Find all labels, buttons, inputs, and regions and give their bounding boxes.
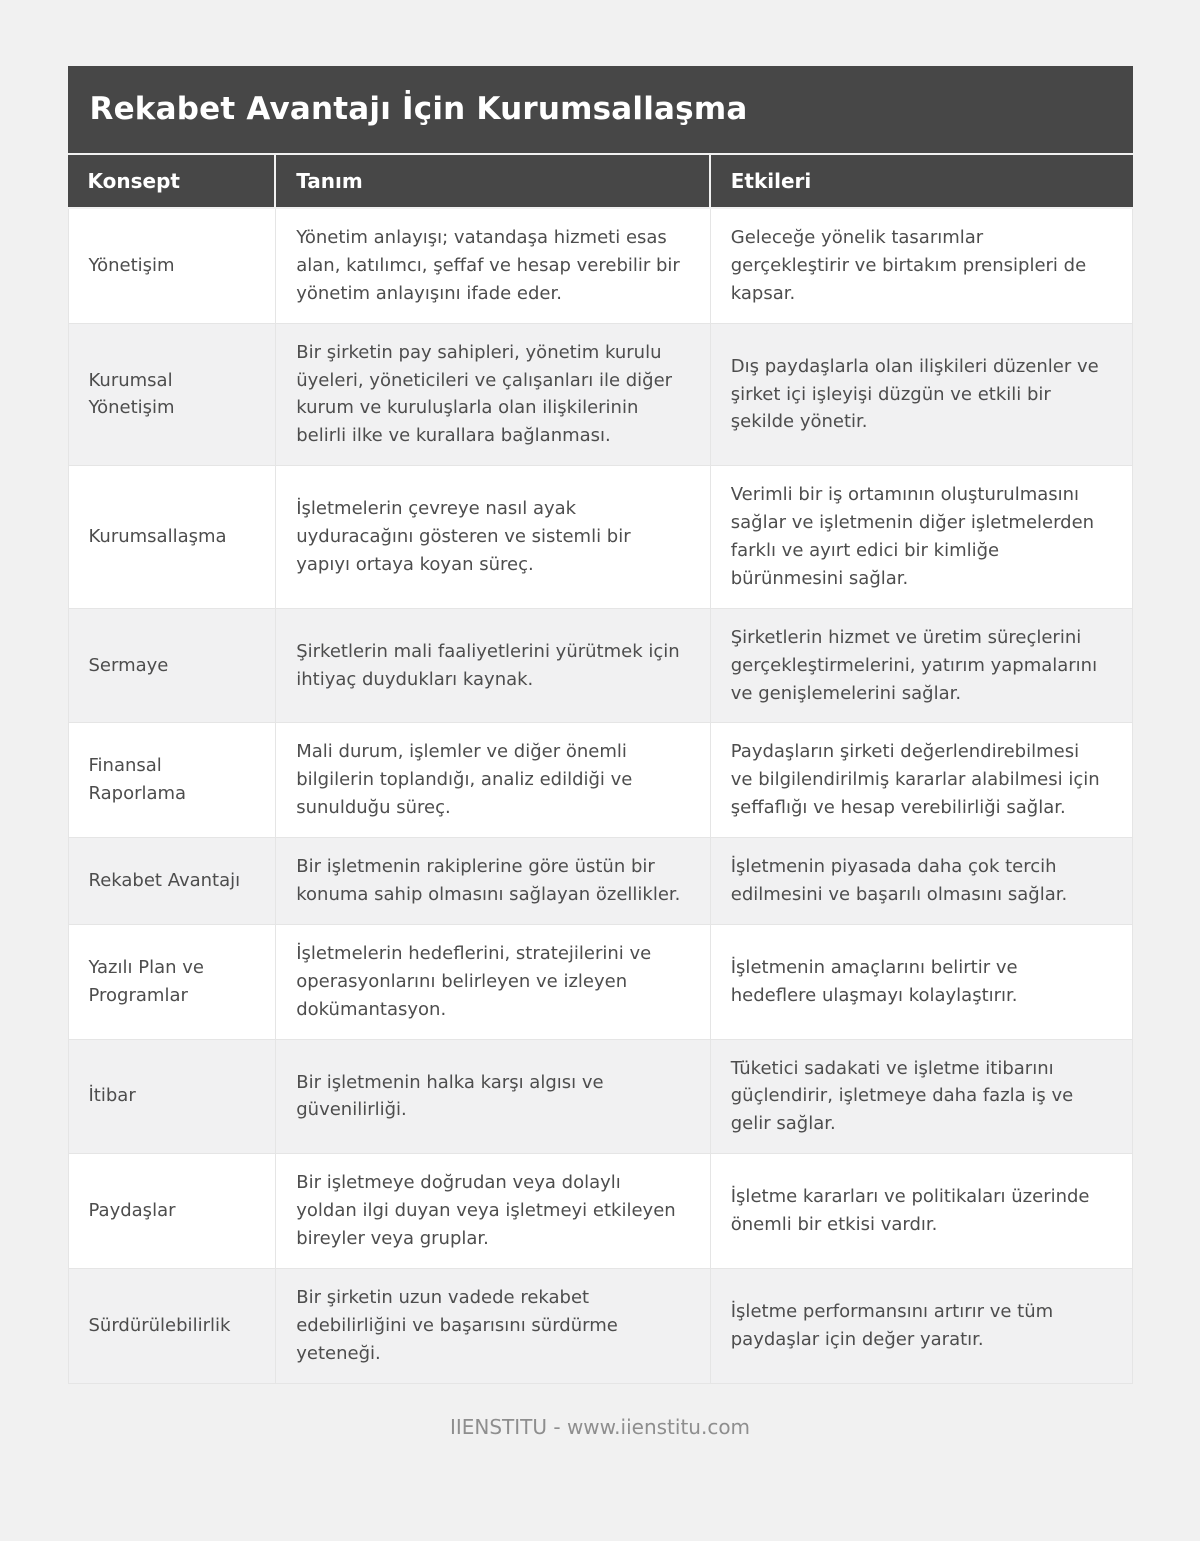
table-row <box>68 723 1133 838</box>
cell-etkileri: Dış paydaşlarla olan ilişkileri düzenler ve şirket içi işleyişi düzgün ve etkili bir şekilde yönetir. <box>711 324 1133 467</box>
cell-etkileri: Paydaşların şirketi değerlendirebilmesi ve bilgilendirilmiş kararlar alabilmesi için şeffaflığı ve hesap verebilirliği sağlar. <box>711 723 1133 838</box>
cell-etkileri: Geleceğe yönelik tasarımlar gerçekleştirir ve birtakım prensipleri de kapsar. <box>711 209 1133 324</box>
cell-tanim: Bir şirketin uzun vadede rekabet edebilirliğini ve başarısını sürdürme yeteneği. <box>276 1269 711 1384</box>
cell-etkileri: İşletme performansını artırır ve tüm paydaşlar için değer yaratır. <box>711 1269 1133 1384</box>
cell-konsept: Paydaşlar <box>68 1154 277 1269</box>
cell-tanim: Yönetim anlayışı; vatandaşa hizmeti esas alan, katılımcı, şeffaf ve hesap verebilir bir yönetim anlayışını ifade eder. <box>276 209 711 324</box>
cell-etkileri: Şirketlerin hizmet ve üretim süreçlerini gerçekleştirmelerini, yatırım yapmalarını ve genişlemelerini sağlar. <box>711 609 1133 724</box>
cell-konsept: Yazılı Plan ve Programlar <box>68 925 277 1040</box>
cell-konsept: Yönetişim <box>68 209 277 324</box>
table-row <box>68 1269 1133 1384</box>
table-row <box>68 925 1133 1040</box>
cell-etkileri: İşletme kararları ve politikaları üzerinde önemli bir etkisi vardır. <box>711 1154 1133 1269</box>
cell-konsept: İtibar <box>68 1040 277 1155</box>
cell-tanim: İşletmelerin hedeflerini, stratejilerini ve operasyonlarını belirleyen ve izleyen dokümantasyon. <box>276 925 711 1040</box>
table-body <box>68 209 1133 1384</box>
column-header-konsept: Konsept <box>68 155 277 209</box>
table-row <box>68 466 1133 609</box>
table-row <box>68 1040 1133 1155</box>
cell-konsept: Sermaye <box>68 609 277 724</box>
cell-tanim: Bir şirketin pay sahipleri, yönetim kurulu üyeleri, yöneticileri ve çalışanları ile diğer kurum ve kuruluşlarla olan ilişkilerinin belirli ilke ve kurallara bağlanması. <box>276 324 711 467</box>
cell-konsept: Sürdürülebilirlik <box>68 1269 277 1384</box>
cell-tanim: Mali durum, işlemler ve diğer önemli bilgilerin toplandığı, analiz edildiği ve sunulduğu süreç. <box>276 723 711 838</box>
column-header-tanim: Tanım <box>276 155 711 209</box>
table-row <box>68 609 1133 724</box>
cell-konsept: Kurumsallaşma <box>68 466 277 609</box>
cell-tanim: Bir işletmenin rakiplerine göre üstün bir konuma sahip olmasını sağlayan özellikler. <box>276 838 711 925</box>
cell-tanim: Şirketlerin mali faaliyetlerini yürütmek için ihtiyaç duydukları kaynak. <box>276 609 711 724</box>
cell-konsept: Rekabet Avantajı <box>68 838 277 925</box>
cell-etkileri: Tüketici sadakati ve işletme itibarını güçlendirir, işletmeye daha fazla iş ve gelir sağlar. <box>711 1040 1133 1155</box>
cell-konsept: Kurumsal Yönetişim <box>68 324 277 467</box>
cell-tanim: Bir işletmeye doğrudan veya dolaylı yoldan ilgi duyan veya işletmeyi etkileyen bireyler veya gruplar. <box>276 1154 711 1269</box>
table-row <box>68 324 1133 467</box>
table-row <box>68 1154 1133 1269</box>
cell-etkileri: İşletmenin amaçlarını belirtir ve hedeflere ulaşmayı kolaylaştırır. <box>711 925 1133 1040</box>
concepts-table <box>68 155 1133 1384</box>
cell-etkileri: İşletmenin piyasada daha çok tercih edilmesini ve başarılı olmasını sağlar. <box>711 838 1133 925</box>
table-row <box>68 209 1133 324</box>
column-header-etkileri: Etkileri <box>711 155 1133 209</box>
table-card <box>68 66 1133 1384</box>
cell-konsept: Finansal Raporlama <box>68 723 277 838</box>
header-row <box>68 155 1133 209</box>
cell-tanim: Bir işletmenin halka karşı algısı ve güvenilirliği. <box>276 1040 711 1155</box>
footer-credit: IIENSTITU - www.iienstitu.com <box>449 1414 751 1439</box>
table-row <box>68 838 1133 925</box>
cell-etkileri: Verimli bir iş ortamının oluşturulmasını sağlar ve işletmenin diğer işletmelerden farklı ve ayırt edici bir kimliğe bürünmesini sağlar. <box>711 466 1133 609</box>
cell-tanim: İşletmelerin çevreye nasıl ayak uyduracağını gösteren ve sistemli bir yapıyı ortaya koyan süreç. <box>276 466 711 609</box>
page-title: Rekabet Avantajı İçin Kurumsallaşma <box>68 66 1133 155</box>
